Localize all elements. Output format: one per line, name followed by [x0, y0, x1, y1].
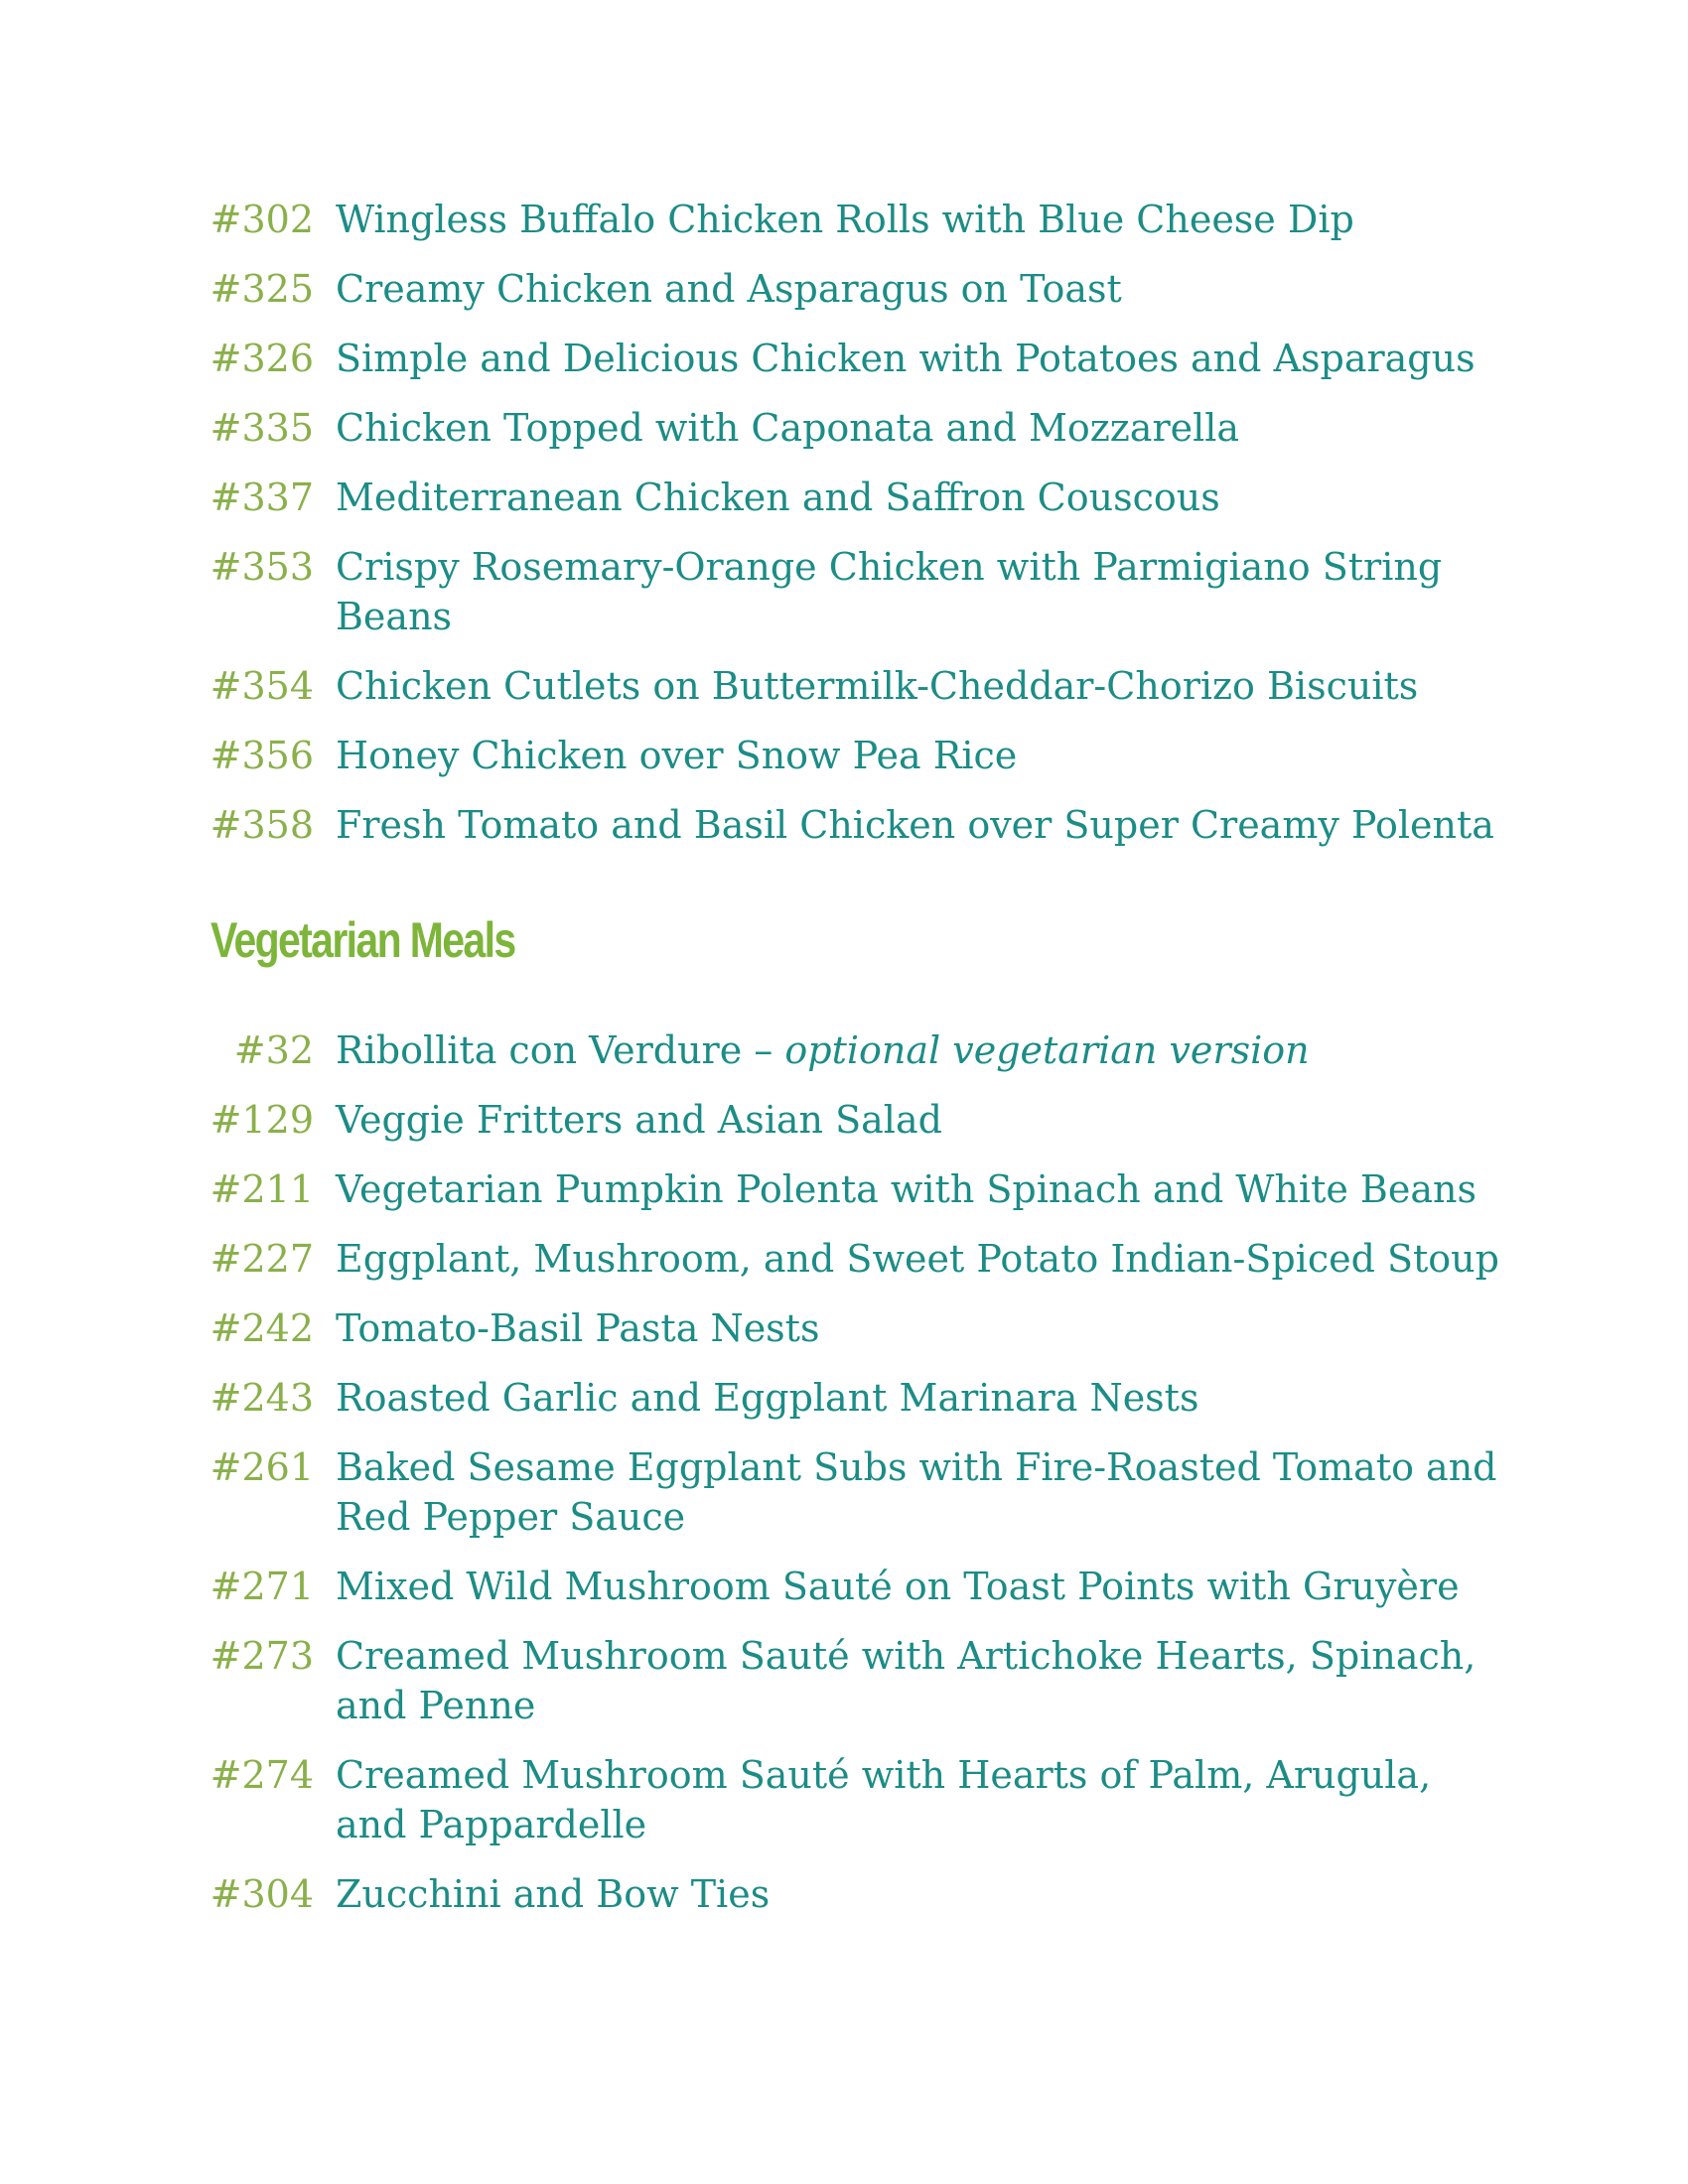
recipe-number: #32 [233, 1028, 314, 1072]
recipe-number: #326 [210, 337, 314, 380]
recipe-entry [199, 334, 1509, 383]
recipe-entry [199, 403, 1509, 453]
recipe-title: Zucchini and Bow Ties [336, 1872, 771, 1916]
recipe-entry [199, 731, 1509, 780]
recipe-title: Eggplant, Mushroom, and Sweet Potato Indian-Spiced Stoup [336, 1237, 1499, 1281]
recipe-entry [199, 1303, 1509, 1353]
recipe-number: #271 [210, 1565, 314, 1608]
chicken-recipe-list [199, 195, 1509, 870]
recipe-title: Veggie Fritters and Asian Salad [336, 1098, 942, 1142]
recipe-title: Mediterranean Chicken and Saffron Couscous [336, 476, 1220, 519]
recipe-number: #353 [210, 545, 314, 589]
recipe-entry [199, 1869, 1509, 1919]
recipe-title: Creamed Mushroom Sauté with Artichoke Hearts, Spinach, and Penne [336, 1634, 1477, 1727]
recipe-number: #227 [210, 1237, 314, 1281]
recipe-number: #243 [210, 1376, 314, 1420]
recipe-title: Crispy Rosemary-Orange Chicken with Parmigiano String Beans [336, 545, 1443, 638]
recipe-entry [199, 1095, 1509, 1145]
recipe-number: #354 [210, 664, 314, 708]
recipe-title: Wingless Buffalo Chicken Rolls with Blue Cheese Dip [336, 198, 1354, 241]
recipe-entry [199, 1164, 1509, 1214]
recipe-title: Mixed Wild Mushroom Sauté on Toast Points with Gruyère [336, 1565, 1460, 1608]
vegetarian-recipe-list [199, 1025, 1509, 1939]
recipe-title: Creamy Chicken and Asparagus on Toast [336, 267, 1122, 311]
recipe-number: #325 [210, 267, 314, 311]
recipe-entry [199, 1234, 1509, 1284]
recipe-title: Chicken Cutlets on Buttermilk-Cheddar-Chorizo Biscuits [336, 664, 1419, 708]
recipe-entry [199, 661, 1509, 711]
recipe-entry [199, 1025, 1509, 1075]
recipe-title: Simple and Delicious Chicken with Potatoes and Asparagus [336, 337, 1476, 380]
recipe-entry [199, 1631, 1509, 1730]
recipe-number: #242 [210, 1306, 314, 1350]
recipe-note: optional vegetarian version [784, 1028, 1310, 1072]
recipe-entry [199, 1442, 1509, 1542]
recipe-title: Chicken Topped with Caponata and Mozzarella [336, 406, 1240, 450]
recipe-title: Baked Sesame Eggplant Subs with Fire-Roasted Tomato and Red Pepper Sauce [336, 1445, 1497, 1539]
recipe-number: #335 [210, 406, 314, 450]
recipe-title: Roasted Garlic and Eggplant Marinara Nests [336, 1376, 1199, 1420]
recipe-number: #356 [210, 734, 314, 777]
recipe-title [336, 1025, 1509, 1075]
recipe-title: Tomato-Basil Pasta Nests [336, 1306, 820, 1350]
recipe-title: Fresh Tomato and Basil Chicken over Super Creamy Polenta [336, 803, 1494, 847]
recipe-title: Vegetarian Pumpkin Polenta with Spinach and White Beans [336, 1167, 1477, 1211]
recipe-entry [199, 264, 1509, 314]
recipe-number: #302 [210, 198, 314, 241]
recipe-number: #129 [210, 1098, 314, 1142]
recipe-title: Honey Chicken over Snow Pea Rice [336, 734, 1018, 777]
recipe-number: #273 [210, 1634, 314, 1678]
recipe-number: #304 [210, 1872, 314, 1916]
recipe-entry [199, 1562, 1509, 1611]
recipe-entry [199, 1373, 1509, 1423]
recipe-number: #211 [210, 1167, 314, 1211]
section-heading-vegetarian: Vegetarian Meals [211, 912, 515, 968]
recipe-title: Creamed Mushroom Sauté with Hearts of Palm, Arugula, and Pappardelle [336, 1753, 1432, 1846]
recipe-number: #358 [210, 803, 314, 847]
recipe-number: #337 [210, 476, 314, 519]
recipe-number: #274 [210, 1753, 314, 1797]
recipe-entry [199, 1750, 1509, 1849]
recipe-entry [199, 195, 1509, 244]
recipe-entry [199, 542, 1509, 641]
recipe-entry [199, 800, 1509, 850]
recipe-number: #261 [210, 1445, 314, 1489]
recipe-entry [199, 473, 1509, 522]
recipe-title-text: Ribollita con Verdure – [336, 1028, 785, 1072]
